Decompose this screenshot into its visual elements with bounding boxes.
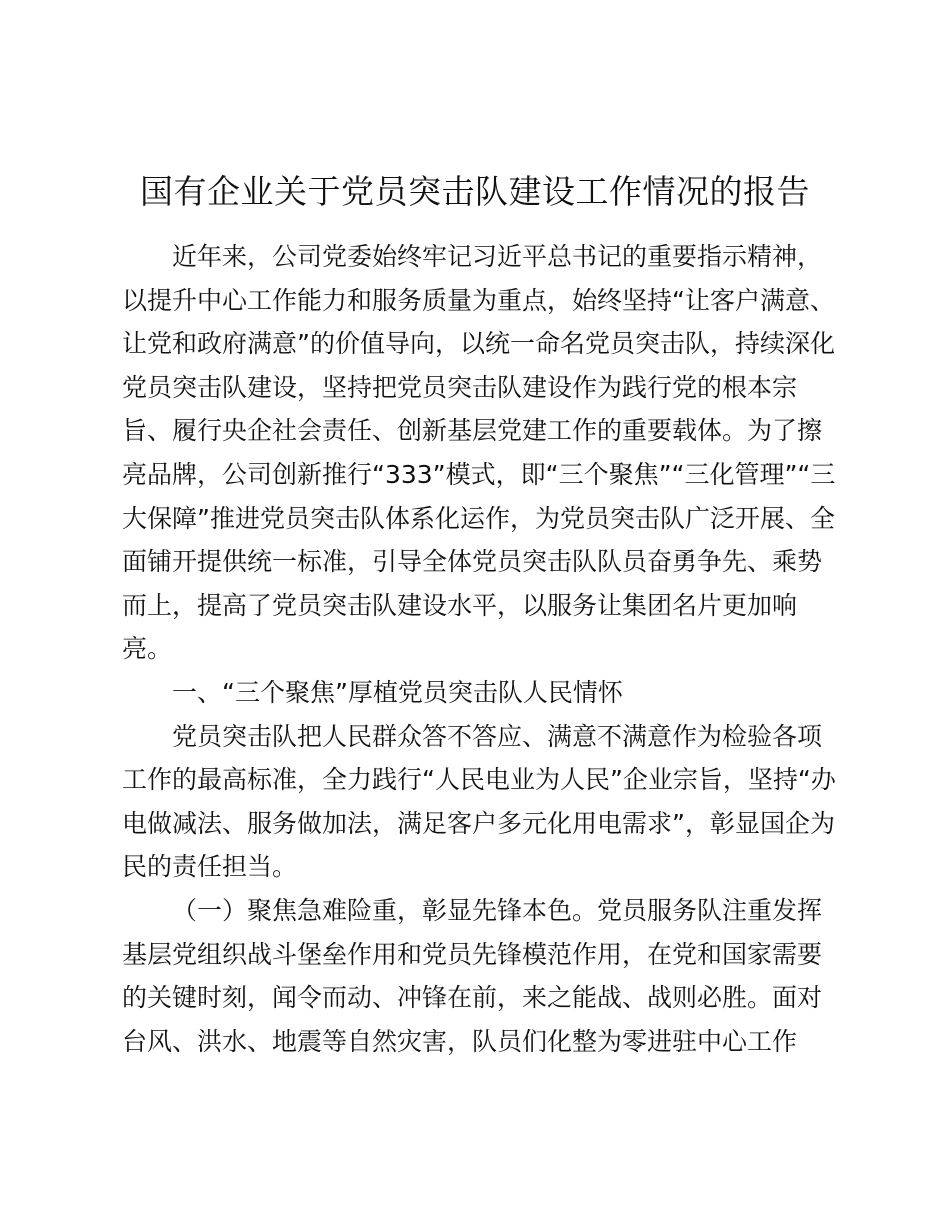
document-title: 国有企业关于党员突击队建设工作情况的报告	[140, 172, 810, 211]
paragraph-line: 旨、履行央企社会责任、创新基层党建工作的重要载体。为了擦	[122, 416, 823, 446]
paragraph-line: 基层党组织战斗堡垒作用和党员先锋模范作用，在党和国家需要	[122, 939, 823, 969]
document-body	[122, 235, 842, 1063]
paragraph-line: 台风、洪水、地震等自然灾害，队员们化整为零进驻中心工作	[122, 1026, 798, 1056]
paragraph-line: 面铺开提供统一标准，引导全体党员突击队队员奋勇争先、乘势	[122, 547, 823, 577]
paragraph-line: 以提升中心工作能力和服务质量为重点，始终坚持“让客户满意、	[122, 285, 835, 315]
paragraph-line: 党员突击队把人民群众答不答应、满意不满意作为检验各项	[172, 721, 823, 751]
paragraph-line: 亮品牌，公司创新推行“333”模式，即“三个聚焦”“三化管理”“三	[122, 459, 836, 489]
paragraph-line: 工作的最高标准，全力践行“人民电业为人民”企业宗旨，坚持“办	[122, 765, 836, 795]
paragraph-line: 电做减法、服务做加法，满足客户多元化用电需求”，彰显国企为	[122, 808, 835, 838]
subsection-line: （一）聚焦急难险重，彰显先锋本色。党员服务队注重发挥	[172, 895, 823, 925]
paragraph-line: 亮。	[122, 634, 173, 664]
paragraph-line: 民的责任担当。	[122, 852, 298, 882]
paragraph-line: 让党和政府满意”的价值导向，以统一命名党员突击队，持续深化	[122, 329, 835, 359]
paragraph-line: 而上，提高了党员突击队建设水平，以服务让集团名片更加响	[122, 590, 798, 620]
paragraph-line: 大保障”推进党员突击队体系化运作，为党员突击队广泛开展、全	[122, 503, 835, 533]
section-heading: 一、“三个聚焦”厚植党员突击队人民情怀	[172, 677, 623, 707]
paragraph-line: 近年来，公司党委始终牢记习近平总书记的重要指示精神，	[172, 242, 823, 271]
paragraph-line: 党员突击队建设，坚持把党员突击队建设作为践行党的根本宗	[122, 372, 798, 402]
paragraph-line: 的关键时刻，闻令而动、冲锋在前，来之能战、战则必胜。面对	[122, 983, 823, 1013]
